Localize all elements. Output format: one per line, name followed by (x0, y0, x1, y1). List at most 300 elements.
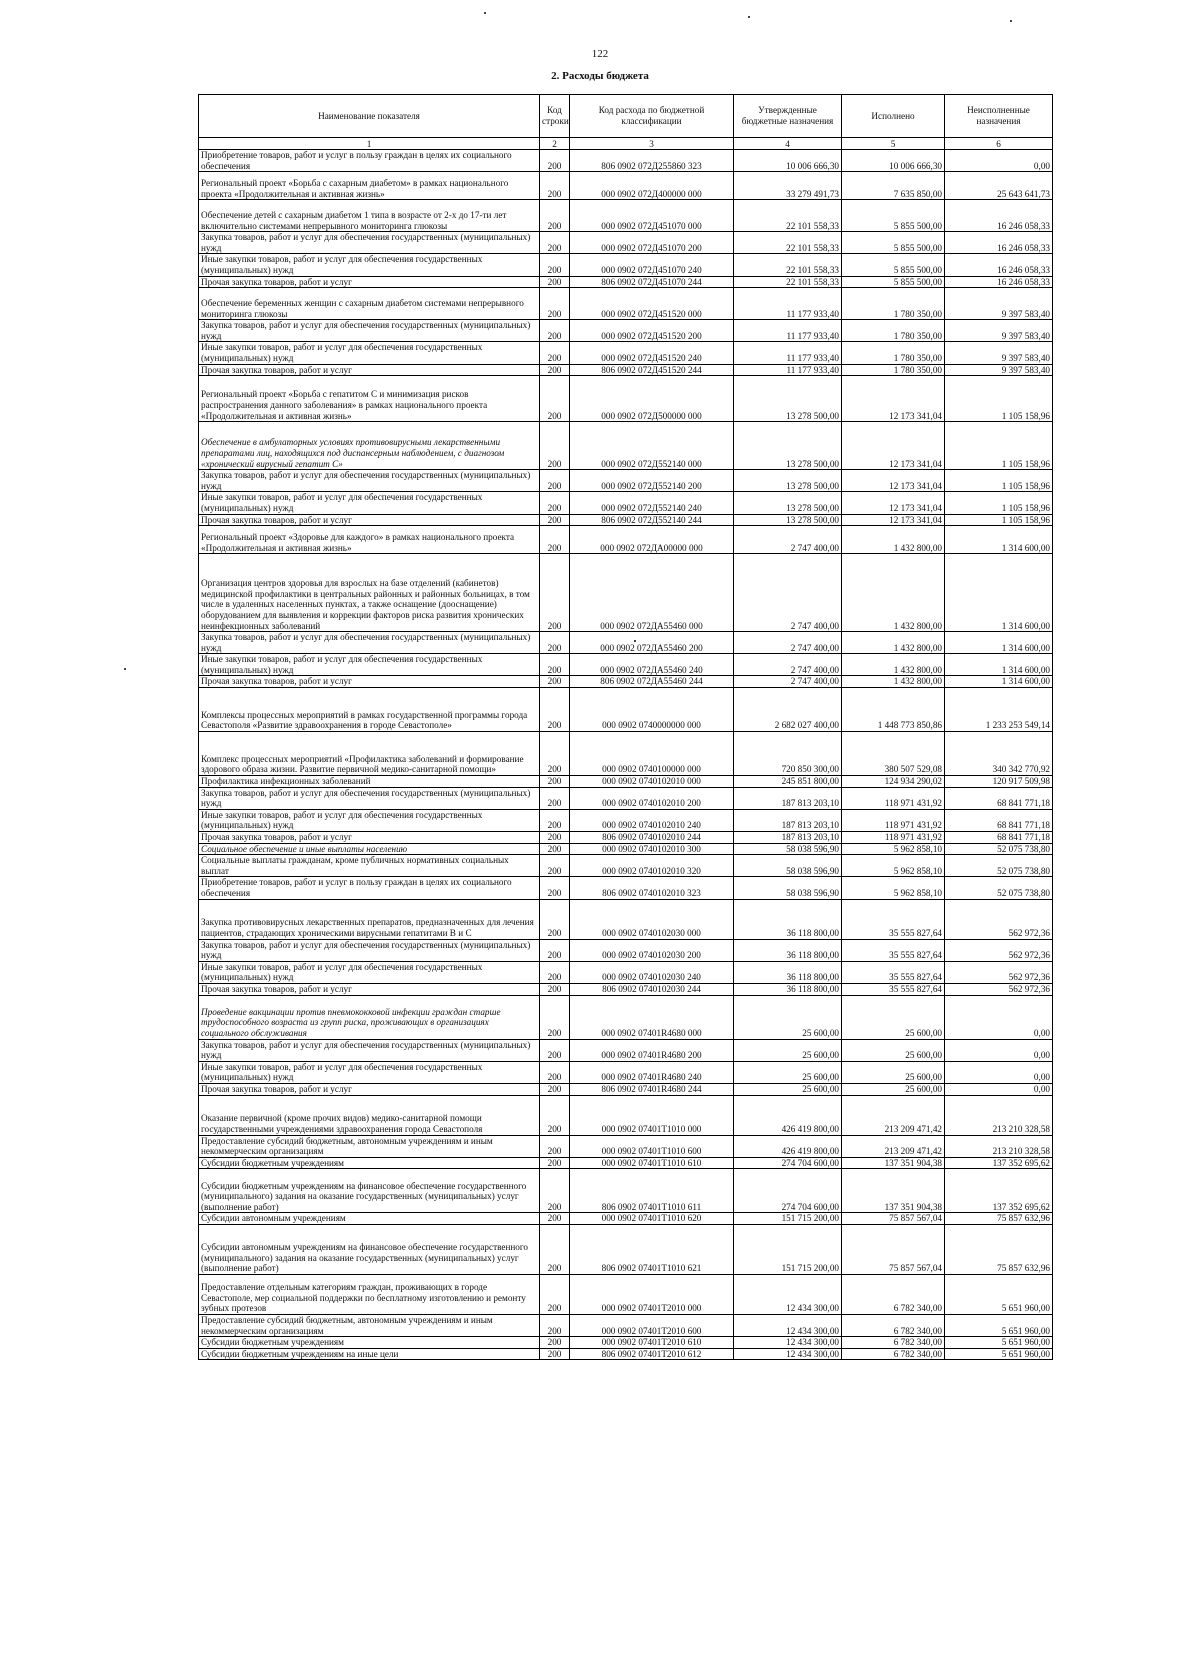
cell-expense-code: 000 0902 0740102030 000 (570, 899, 734, 939)
cell-executed: 7 635 850,00 (842, 172, 945, 200)
cell-line-code: 200 (540, 855, 570, 877)
table-row (199, 364, 1053, 376)
cell-unexecuted: 1 314 600,00 (945, 554, 1053, 632)
table-row (199, 961, 1053, 983)
cell-approved: 2 747 400,00 (734, 632, 842, 654)
cell-approved: 12 434 300,00 (734, 1274, 842, 1314)
cell-expense-code: 806 0902 0740102010 244 (570, 832, 734, 844)
cell-expense-code: 000 0902 07401Т2010 610 (570, 1337, 734, 1349)
column-number: 4 (734, 138, 842, 150)
cell-indicator-name: Закупка товаров, работ и услуг для обеспечения государственных (муниципальных) нужд (199, 470, 540, 492)
table-row (199, 526, 1053, 554)
scan-speck (124, 668, 126, 670)
cell-unexecuted: 75 857 632,96 (945, 1224, 1053, 1274)
table-row (199, 200, 1053, 232)
cell-unexecuted: 1 105 158,96 (945, 376, 1053, 422)
cell-line-code: 200 (540, 1213, 570, 1225)
cell-expense-code: 000 0902 0740102010 200 (570, 787, 734, 809)
cell-executed: 10 006 666,30 (842, 150, 945, 172)
cell-approved: 187 813 203,10 (734, 832, 842, 844)
cell-executed: 35 555 827,64 (842, 939, 945, 961)
header-expense-code: Код расхода по бюджетной классификации (570, 95, 734, 138)
cell-line-code: 200 (540, 961, 570, 983)
cell-approved: 36 118 800,00 (734, 939, 842, 961)
cell-expense-code: 000 0902 072ДА55460 000 (570, 554, 734, 632)
cell-unexecuted: 562 972,36 (945, 961, 1053, 983)
cell-executed: 12 173 341,04 (842, 514, 945, 526)
table-row (199, 855, 1053, 877)
header-executed: Исполнено (842, 95, 945, 138)
cell-expense-code: 000 0902 072ДА55460 200 (570, 632, 734, 654)
cell-indicator-name: Приобретение товаров, работ и услуг в пользу граждан в целях их социального обеспечения (199, 877, 540, 899)
cell-unexecuted: 213 210 328,58 (945, 1135, 1053, 1157)
cell-indicator-name: Субсидии бюджетным учреждениям (199, 1157, 540, 1169)
cell-line-code: 200 (540, 809, 570, 831)
cell-expense-code: 000 0902 072Д451520 200 (570, 320, 734, 342)
cell-approved: 2 747 400,00 (734, 526, 842, 554)
table-row (199, 787, 1053, 809)
cell-executed: 25 600,00 (842, 1061, 945, 1083)
cell-executed: 35 555 827,64 (842, 899, 945, 939)
cell-line-code: 200 (540, 1157, 570, 1169)
table-row (199, 1314, 1053, 1336)
table-row (199, 1135, 1053, 1157)
cell-expense-code: 000 0902 072Д552140 200 (570, 470, 734, 492)
cell-expense-code: 000 0902 072Д451070 240 (570, 254, 734, 276)
cell-expense-code: 806 0902 07401Т1010 611 (570, 1169, 734, 1213)
cell-expense-code: 000 0902 0740102010 300 (570, 843, 734, 855)
cell-unexecuted: 1 233 253 549,14 (945, 688, 1053, 732)
table-row (199, 776, 1053, 788)
cell-line-code: 200 (540, 376, 570, 422)
cell-indicator-name: Субсидии автономным учреждениям (199, 1213, 540, 1225)
cell-unexecuted: 1 314 600,00 (945, 654, 1053, 676)
cell-line-code: 200 (540, 1095, 570, 1135)
cell-line-code: 200 (540, 776, 570, 788)
cell-indicator-name: Предоставление субсидий бюджетным, автономным учреждениям и иным некоммерческим организациям (199, 1135, 540, 1157)
cell-indicator-name: Прочая закупка товаров, работ и услуг (199, 276, 540, 288)
cell-approved: 187 813 203,10 (734, 787, 842, 809)
cell-unexecuted: 0,00 (945, 1083, 1053, 1095)
table-row (199, 376, 1053, 422)
cell-unexecuted: 16 246 058,33 (945, 254, 1053, 276)
cell-expense-code: 806 0902 07401Т1010 621 (570, 1224, 734, 1274)
cell-indicator-name: Иные закупки товаров, работ и услуг для обеспечения государственных (муниципальных) нужд (199, 492, 540, 514)
cell-indicator-name: Проведение вакцинации против пневмококковой инфекции граждан старше трудоспособного возраста из групп риска, проживающих в организациях социального обслуживания (199, 995, 540, 1039)
cell-expense-code: 000 0902 072Д400000 000 (570, 172, 734, 200)
cell-indicator-name: Субсидии бюджетным учреждениям (199, 1337, 540, 1349)
cell-unexecuted: 1 105 158,96 (945, 422, 1053, 470)
cell-indicator-name: Закупка товаров, работ и услуг для обеспечения государственных (муниципальных) нужд (199, 1039, 540, 1061)
table-row (199, 470, 1053, 492)
cell-approved: 274 704 600,00 (734, 1169, 842, 1213)
cell-expense-code: 000 0902 0740000000 000 (570, 688, 734, 732)
cell-approved: 13 278 500,00 (734, 376, 842, 422)
cell-indicator-name: Прочая закупка товаров, работ и услуг (199, 514, 540, 526)
cell-approved: 426 419 800,00 (734, 1135, 842, 1157)
cell-expense-code: 000 0902 0740102030 240 (570, 961, 734, 983)
cell-unexecuted: 68 841 771,18 (945, 832, 1053, 844)
header-unexecuted: Неисполненные назначения (945, 95, 1053, 138)
cell-expense-code: 000 0902 07401R4680 000 (570, 995, 734, 1039)
cell-unexecuted: 562 972,36 (945, 983, 1053, 995)
cell-approved: 13 278 500,00 (734, 492, 842, 514)
cell-executed: 1 780 350,00 (842, 364, 945, 376)
cell-expense-code: 806 0902 072ДА55460 244 (570, 676, 734, 688)
cell-executed: 137 351 904,38 (842, 1169, 945, 1213)
cell-indicator-name: Закупка товаров, работ и услуг для обеспечения государственных (муниципальных) нужд (199, 320, 540, 342)
scan-speck (484, 12, 486, 14)
cell-executed: 5 855 500,00 (842, 276, 945, 288)
cell-line-code: 200 (540, 1348, 570, 1360)
column-number: 1 (199, 138, 540, 150)
cell-line-code: 200 (540, 995, 570, 1039)
cell-indicator-name: Социальное обеспечение и иные выплаты населению (199, 843, 540, 855)
cell-executed: 12 173 341,04 (842, 470, 945, 492)
cell-expense-code: 000 0902 072Д552140 240 (570, 492, 734, 514)
cell-line-code: 200 (540, 526, 570, 554)
cell-approved: 720 850 300,00 (734, 732, 842, 776)
cell-unexecuted: 213 210 328,58 (945, 1095, 1053, 1135)
cell-indicator-name: Закупка противовирусных лекарственных препаратов, предназначенных для лечения пациентов, страдающих хроническими вирусными гепатитами В и С (199, 899, 540, 939)
cell-approved: 426 419 800,00 (734, 1095, 842, 1135)
cell-approved: 12 434 300,00 (734, 1337, 842, 1349)
table-row (199, 150, 1053, 172)
table-row (199, 1083, 1053, 1095)
table-row (199, 676, 1053, 688)
cell-unexecuted: 562 972,36 (945, 939, 1053, 961)
cell-executed: 1 780 350,00 (842, 320, 945, 342)
cell-indicator-name: Региональный проект «Борьба с сахарным диабетом» в рамках национального проекта «Продолжительная и активная жизнь» (199, 172, 540, 200)
cell-unexecuted: 1 314 600,00 (945, 632, 1053, 654)
table-row (199, 809, 1053, 831)
cell-indicator-name: Закупка товаров, работ и услуг для обеспечения государственных (муниципальных) нужд (199, 632, 540, 654)
cell-approved: 12 434 300,00 (734, 1314, 842, 1336)
cell-approved: 2 747 400,00 (734, 676, 842, 688)
table-row (199, 342, 1053, 364)
cell-executed: 118 971 431,92 (842, 809, 945, 831)
cell-executed: 25 600,00 (842, 1039, 945, 1061)
cell-line-code: 200 (540, 172, 570, 200)
cell-executed: 6 782 340,00 (842, 1314, 945, 1336)
cell-approved: 25 600,00 (734, 995, 842, 1039)
cell-approved: 25 600,00 (734, 1039, 842, 1061)
cell-line-code: 200 (540, 422, 570, 470)
scan-speck (748, 16, 750, 18)
cell-indicator-name: Иные закупки товаров, работ и услуг для обеспечения государственных (муниципальных) нужд (199, 342, 540, 364)
cell-unexecuted: 0,00 (945, 995, 1053, 1039)
table-row (199, 939, 1053, 961)
cell-line-code: 200 (540, 200, 570, 232)
cell-expense-code: 806 0902 0740102010 323 (570, 877, 734, 899)
cell-line-code: 200 (540, 843, 570, 855)
table-row (199, 843, 1053, 855)
cell-expense-code: 806 0902 072Д451070 244 (570, 276, 734, 288)
cell-approved: 187 813 203,10 (734, 809, 842, 831)
table-row (199, 732, 1053, 776)
cell-executed: 25 600,00 (842, 1083, 945, 1095)
cell-unexecuted: 5 651 960,00 (945, 1274, 1053, 1314)
cell-approved: 245 851 800,00 (734, 776, 842, 788)
cell-expense-code: 806 0902 0740102030 244 (570, 983, 734, 995)
cell-line-code: 200 (540, 364, 570, 376)
cell-approved: 274 704 600,00 (734, 1157, 842, 1169)
cell-executed: 12 173 341,04 (842, 422, 945, 470)
table-row (199, 288, 1053, 320)
table-row (199, 254, 1053, 276)
table-row (199, 654, 1053, 676)
table-row (199, 983, 1053, 995)
cell-indicator-name: Иные закупки товаров, работ и услуг для обеспечения государственных (муниципальных) нужд (199, 809, 540, 831)
cell-unexecuted: 68 841 771,18 (945, 787, 1053, 809)
cell-indicator-name: Субсидии бюджетным учреждениям на иные цели (199, 1348, 540, 1360)
table-row (199, 832, 1053, 844)
cell-unexecuted: 16 246 058,33 (945, 276, 1053, 288)
cell-executed: 25 600,00 (842, 995, 945, 1039)
cell-executed: 1 432 800,00 (842, 654, 945, 676)
cell-indicator-name: Иные закупки товаров, работ и услуг для обеспечения государственных (муниципальных) нужд (199, 254, 540, 276)
header-line-code: Код строки (540, 95, 570, 138)
cell-indicator-name: Предоставление субсидий бюджетным, автономным учреждениям и иным некоммерческим организациям (199, 1314, 540, 1336)
cell-indicator-name: Закупка товаров, работ и услуг для обеспечения государственных (муниципальных) нужд (199, 787, 540, 809)
cell-expense-code: 000 0902 072Д451520 000 (570, 288, 734, 320)
cell-executed: 1 448 773 850,86 (842, 688, 945, 732)
cell-indicator-name: Социальные выплаты гражданам, кроме публичных нормативных социальных выплат (199, 855, 540, 877)
cell-expense-code: 806 0902 072Д451520 244 (570, 364, 734, 376)
cell-unexecuted: 5 651 960,00 (945, 1314, 1053, 1336)
cell-line-code: 200 (540, 1224, 570, 1274)
column-number: 6 (945, 138, 1053, 150)
table-row (199, 1169, 1053, 1213)
cell-executed: 213 209 471,42 (842, 1095, 945, 1135)
column-number: 5 (842, 138, 945, 150)
cell-line-code: 200 (540, 983, 570, 995)
scan-speck (1010, 20, 1012, 22)
cell-expense-code: 000 0902 07401Т1010 000 (570, 1095, 734, 1135)
cell-indicator-name: Субсидии бюджетным учреждениям на финансовое обеспечение государственного (муниципального) задания на оказание государственных (муниципальных) услуг (выполнение работ) (199, 1169, 540, 1213)
cell-indicator-name: Комплекс процессных мероприятий «Профилактика заболеваний и формирование здорового образа жизни. Развитие первичной медико-санитарной помощи» (199, 732, 540, 776)
cell-approved: 2 747 400,00 (734, 654, 842, 676)
cell-unexecuted: 340 342 770,92 (945, 732, 1053, 776)
cell-unexecuted: 1 314 600,00 (945, 526, 1053, 554)
cell-indicator-name: Прочая закупка товаров, работ и услуг (199, 832, 540, 844)
table-row (199, 514, 1053, 526)
cell-line-code: 200 (540, 342, 570, 364)
cell-line-code: 200 (540, 554, 570, 632)
table-row (199, 422, 1053, 470)
cell-approved: 11 177 933,40 (734, 288, 842, 320)
cell-executed: 35 555 827,64 (842, 983, 945, 995)
table-row (199, 1157, 1053, 1169)
cell-approved: 13 278 500,00 (734, 470, 842, 492)
table-header-row (199, 95, 1053, 138)
cell-line-code: 200 (540, 514, 570, 526)
cell-expense-code: 000 0902 07401R4680 240 (570, 1061, 734, 1083)
cell-approved: 25 600,00 (734, 1061, 842, 1083)
table-row (199, 995, 1053, 1039)
cell-indicator-name: Прочая закупка товаров, работ и услуг (199, 364, 540, 376)
cell-unexecuted: 5 651 960,00 (945, 1348, 1053, 1360)
table-row (199, 554, 1053, 632)
cell-line-code: 200 (540, 787, 570, 809)
cell-line-code: 200 (540, 732, 570, 776)
table-row (199, 1274, 1053, 1314)
cell-expense-code: 000 0902 0740102030 200 (570, 939, 734, 961)
cell-executed: 75 857 567,04 (842, 1213, 945, 1225)
cell-line-code: 200 (540, 1314, 570, 1336)
cell-expense-code: 000 0902 07401Т1010 610 (570, 1157, 734, 1169)
cell-expense-code: 000 0902 0740102010 320 (570, 855, 734, 877)
cell-expense-code: 000 0902 072ДА00000 000 (570, 526, 734, 554)
table-row (199, 688, 1053, 732)
cell-expense-code: 806 0902 072Д552140 244 (570, 514, 734, 526)
cell-line-code: 200 (540, 1337, 570, 1349)
cell-indicator-name: Комплексы процессных мероприятий в рамках государственной программы города Севастополя «Развитие здравоохранения в городе Севастополе» (199, 688, 540, 732)
table-body (199, 150, 1053, 1360)
cell-unexecuted: 25 643 641,73 (945, 172, 1053, 200)
cell-executed: 35 555 827,64 (842, 961, 945, 983)
cell-unexecuted: 1 105 158,96 (945, 492, 1053, 514)
page-title: 2. Расходы бюджета (551, 70, 649, 82)
cell-line-code: 200 (540, 654, 570, 676)
cell-approved: 12 434 300,00 (734, 1348, 842, 1360)
cell-expense-code: 000 0902 072Д451520 240 (570, 342, 734, 364)
cell-approved: 22 101 558,33 (734, 254, 842, 276)
scan-speck (634, 640, 636, 642)
cell-expense-code: 000 0902 07401Т2010 000 (570, 1274, 734, 1314)
cell-line-code: 200 (540, 1061, 570, 1083)
cell-indicator-name: Региональный проект «Здоровье для каждого» в рамках национального проекта «Продолжительная и активная жизнь» (199, 526, 540, 554)
cell-line-code: 200 (540, 288, 570, 320)
cell-indicator-name: Прочая закупка товаров, работ и услуг (199, 676, 540, 688)
cell-line-code: 200 (540, 320, 570, 342)
cell-unexecuted: 0,00 (945, 150, 1053, 172)
cell-approved: 36 118 800,00 (734, 961, 842, 983)
table-row (199, 232, 1053, 254)
cell-executed: 6 782 340,00 (842, 1337, 945, 1349)
cell-indicator-name: Субсидии автономным учреждениям на финансовое обеспечение государственного (муниципального) задания на оказание государственных (муниципальных) услуг (выполнение работ) (199, 1224, 540, 1274)
cell-approved: 151 715 200,00 (734, 1213, 842, 1225)
cell-line-code: 200 (540, 1135, 570, 1157)
page-number: 122 (591, 48, 609, 60)
cell-approved: 33 279 491,73 (734, 172, 842, 200)
column-number: 2 (540, 138, 570, 150)
cell-executed: 118 971 431,92 (842, 787, 945, 809)
cell-expense-code: 000 0902 07401Т1010 620 (570, 1213, 734, 1225)
cell-approved: 22 101 558,33 (734, 276, 842, 288)
cell-line-code: 200 (540, 492, 570, 514)
cell-executed: 6 782 340,00 (842, 1274, 945, 1314)
table-row (199, 1224, 1053, 1274)
cell-executed: 12 173 341,04 (842, 492, 945, 514)
cell-expense-code: 000 0902 0740100000 000 (570, 732, 734, 776)
table-row (199, 1348, 1053, 1360)
cell-expense-code: 806 0902 072Д255860 323 (570, 150, 734, 172)
table-row (199, 1337, 1053, 1349)
cell-unexecuted: 137 352 695,62 (945, 1157, 1053, 1169)
cell-executed: 1 780 350,00 (842, 342, 945, 364)
cell-executed: 137 351 904,38 (842, 1157, 945, 1169)
cell-approved: 11 177 933,40 (734, 364, 842, 376)
cell-indicator-name: Обеспечение детей с сахарным диабетом 1 типа в возрасте от 2-х до 17-ти лет включительно системами непрерывного мониторинга глюкозы (199, 200, 540, 232)
cell-indicator-name: Иные закупки товаров, работ и услуг для обеспечения государственных (муниципальных) нужд (199, 961, 540, 983)
cell-line-code: 200 (540, 276, 570, 288)
table-row (199, 1039, 1053, 1061)
cell-line-code: 200 (540, 939, 570, 961)
cell-executed: 1 432 800,00 (842, 632, 945, 654)
cell-line-code: 200 (540, 1274, 570, 1314)
cell-line-code: 200 (540, 688, 570, 732)
cell-approved: 58 038 596,90 (734, 843, 842, 855)
cell-unexecuted: 16 246 058,33 (945, 200, 1053, 232)
cell-executed: 75 857 567,04 (842, 1224, 945, 1274)
table-row (199, 899, 1053, 939)
table-row (199, 320, 1053, 342)
cell-approved: 36 118 800,00 (734, 899, 842, 939)
cell-executed: 5 855 500,00 (842, 254, 945, 276)
cell-approved: 13 278 500,00 (734, 422, 842, 470)
table-row (199, 632, 1053, 654)
cell-approved: 58 038 596,90 (734, 877, 842, 899)
cell-executed: 1 432 800,00 (842, 526, 945, 554)
cell-expense-code: 000 0902 072Д451070 000 (570, 200, 734, 232)
cell-executed: 1 432 800,00 (842, 554, 945, 632)
cell-unexecuted: 137 352 695,62 (945, 1169, 1053, 1213)
cell-expense-code: 000 0902 07401R4680 200 (570, 1039, 734, 1061)
cell-line-code: 200 (540, 632, 570, 654)
cell-executed: 213 209 471,42 (842, 1135, 945, 1157)
cell-executed: 5 962 858,10 (842, 855, 945, 877)
table-row (199, 276, 1053, 288)
cell-indicator-name: Иные закупки товаров, работ и услуг для обеспечения государственных (муниципальных) нужд (199, 1061, 540, 1083)
cell-expense-code: 000 0902 072ДА55460 240 (570, 654, 734, 676)
table-row (199, 1213, 1053, 1225)
cell-line-code: 200 (540, 470, 570, 492)
cell-indicator-name: Иные закупки товаров, работ и услуг для обеспечения государственных (муниципальных) нужд (199, 654, 540, 676)
cell-executed: 1 780 350,00 (842, 288, 945, 320)
cell-expense-code: 000 0902 0740102010 240 (570, 809, 734, 831)
budget-expenses-table (198, 94, 1053, 1360)
header-indicator-name: Наименование показателя (199, 95, 540, 138)
cell-expense-code: 000 0902 0740102010 000 (570, 776, 734, 788)
cell-expense-code: 000 0902 072Д500000 000 (570, 376, 734, 422)
cell-approved: 13 278 500,00 (734, 514, 842, 526)
column-number-row (199, 138, 1053, 150)
cell-approved: 22 101 558,33 (734, 232, 842, 254)
cell-indicator-name: Закупка товаров, работ и услуг для обеспечения государственных (муниципальных) нужд (199, 939, 540, 961)
cell-indicator-name: Профилактика инфекционных заболеваний (199, 776, 540, 788)
cell-unexecuted: 1 105 158,96 (945, 514, 1053, 526)
cell-indicator-name: Оказание первичной (кроме прочих видов) медико-санитарной помощи государственными учреждениями здравоохранения города Севастополя (199, 1095, 540, 1135)
cell-expense-code: 000 0902 07401Т1010 600 (570, 1135, 734, 1157)
cell-unexecuted: 52 075 738,80 (945, 843, 1053, 855)
cell-executed: 6 782 340,00 (842, 1348, 945, 1360)
cell-unexecuted: 68 841 771,18 (945, 809, 1053, 831)
table-row (199, 877, 1053, 899)
cell-line-code: 200 (540, 1083, 570, 1095)
cell-approved: 22 101 558,33 (734, 200, 842, 232)
cell-approved: 36 118 800,00 (734, 983, 842, 995)
cell-indicator-name: Обеспечение беременных женщин с сахарным диабетом системами непрерывного мониторинга глюкозы (199, 288, 540, 320)
cell-line-code: 200 (540, 254, 570, 276)
cell-line-code: 200 (540, 232, 570, 254)
cell-unexecuted: 16 246 058,33 (945, 232, 1053, 254)
cell-unexecuted: 52 075 738,80 (945, 855, 1053, 877)
table-row (199, 1095, 1053, 1135)
cell-line-code: 200 (540, 899, 570, 939)
cell-indicator-name: Закупка товаров, работ и услуг для обеспечения государственных (муниципальных) нужд (199, 232, 540, 254)
cell-unexecuted: 9 397 583,40 (945, 320, 1053, 342)
